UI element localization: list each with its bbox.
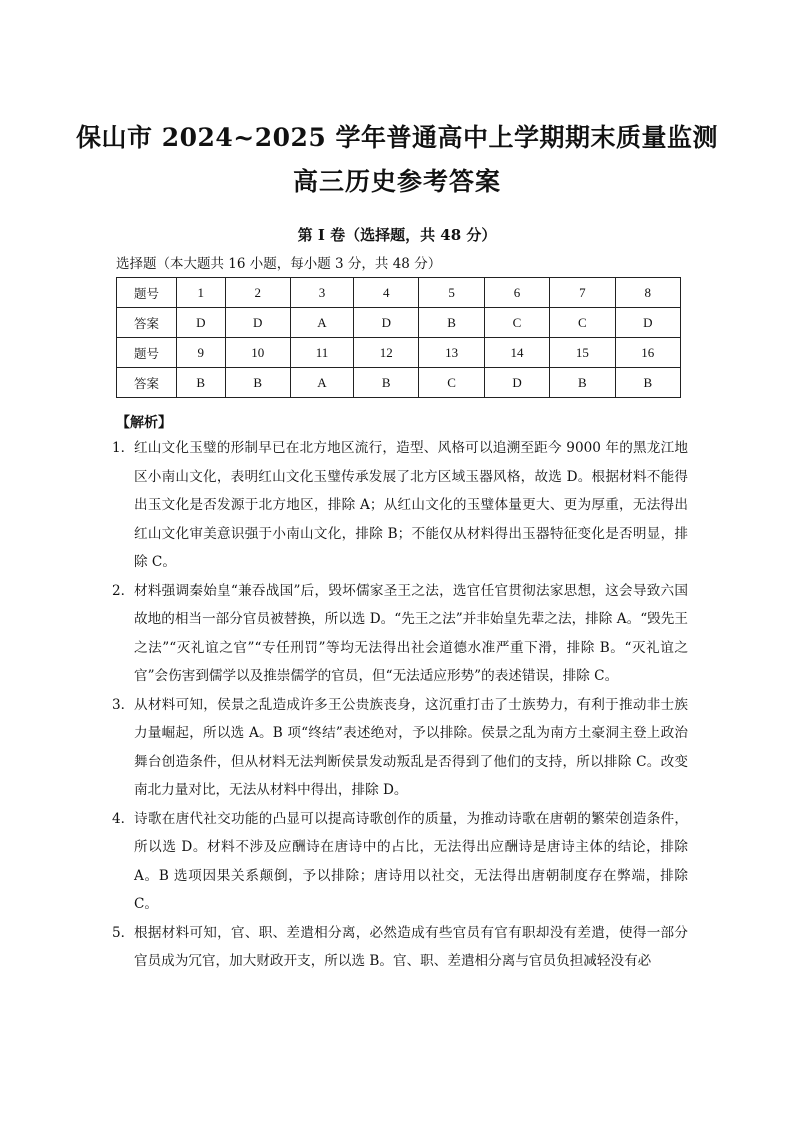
item-text: 根据材料可知，官、职、差遣相分离，必然造成有些官员有官有职却没有差遣，使得一部分官员成为冗官，加大财政开支，所以选 B。官、职、差遣相分离与官员负担减轻没有必 xyxy=(134,924,688,969)
item-number: 1． xyxy=(112,440,135,456)
table-row-question-numbers xyxy=(117,338,681,368)
table-cell: B xyxy=(550,368,615,398)
table-cell: 5 xyxy=(419,278,484,308)
table-cell: 14 xyxy=(484,338,549,368)
item-number: 3． xyxy=(112,696,135,713)
section-description: 选择题（本大题共 16 小题，每小题 3 分，共 48 分） xyxy=(116,256,442,272)
table-cell: D xyxy=(484,368,549,398)
table-cell: 12 xyxy=(354,338,419,368)
table-cell: 1 xyxy=(177,278,226,308)
item-text: 材料强调秦始皇“兼吞战国”后，毁坏儒家圣王之法，选官任官贯彻法家思想，这会导致六国故地的相当一部分官员被替换，所以选 D。“先王之法”并非始皇先辈之法，排除 A。“毁先王之法”“灭礼谊之官”“专任刑罚”等均无法得出社会道德水准严重下滑，排除 B。“灭礼谊之官”会伤害到儒学以及推崇儒学的官员，但“无法适应形势”的表述错误，排除 C。 xyxy=(134,582,688,684)
table-cell: D xyxy=(177,308,226,338)
table-header-cell: 答案 xyxy=(117,368,177,398)
table-cell: 8 xyxy=(615,278,680,308)
item-text: 红山文化玉璧的形制早已在北方地区流行，造型、风格可以追溯至距今 9000 年的黑龙江地区小南山文化，表明红山文化玉璧传承发展了北方区域玉器风格，故选 D。根据材料不能得出玉文化是否发源于北方地区，排除 A；从红山文化的玉璧体量更大、更为厚重，无法得出红山文化审美意识强于小南山文化，排除 B；不能仅从材料得出玉器特征变化是否明显，排除 C。 xyxy=(134,440,688,570)
table-cell: D xyxy=(354,308,419,338)
list-item xyxy=(112,805,688,919)
table-cell: 10 xyxy=(225,338,290,368)
table-header-cell: 题号 xyxy=(117,338,177,368)
analysis-heading: 【解析】 xyxy=(116,415,172,431)
table-cell: 11 xyxy=(290,338,353,368)
table-cell: D xyxy=(615,308,680,338)
table-cell: B xyxy=(419,308,484,338)
table-cell: 3 xyxy=(290,278,353,308)
item-number: 2． xyxy=(112,582,135,599)
item-text: 诗歌在唐代社交功能的凸显可以提高诗歌创作的质量，为推动诗歌在唐朝的繁荣创造条件，所以选 D。材料不涉及应酬诗在唐诗中的占比，无法得出应酬诗是唐诗主体的结论，排除 A。B 选项因果关系颠倒，予以排除；唐诗用以社交，无法得出唐朝制度存在弊端，排除 C。 xyxy=(134,810,688,912)
table-cell: C xyxy=(550,308,615,338)
list-item xyxy=(112,919,688,976)
table-cell: A xyxy=(290,308,353,338)
table-cell: B xyxy=(354,368,419,398)
table-cell: 6 xyxy=(484,278,549,308)
item-number: 4． xyxy=(112,810,135,827)
table-cell: B xyxy=(225,368,290,398)
item-text: 从材料可知，侯景之乱造成许多王公贵族丧身，这沉重打击了士族势力，有利于推动非士族力量崛起，所以选 A。B 项“终结”表述绝对，予以排除。侯景之乱为南方土豪洞主登上政治舞台创造条件，但从材料无法判断侯景发动叛乱是否得到了他们的支持，所以排除 C。改变南北力量对比，无法从材料中得出，排除 D。 xyxy=(134,696,688,798)
item-number: 5． xyxy=(112,924,135,941)
table-cell: 9 xyxy=(177,338,226,368)
table-cell: 2 xyxy=(225,278,290,308)
section-title: 第 I 卷（选择题，共 48 分） xyxy=(297,226,497,244)
list-item xyxy=(112,577,688,691)
document-subtitle: 高三历史参考答案 xyxy=(292,167,501,196)
table-header-cell: 答案 xyxy=(117,308,177,338)
table-cell: B xyxy=(177,368,226,398)
list-item xyxy=(112,691,688,805)
table-cell: 15 xyxy=(550,338,615,368)
analysis-list xyxy=(112,434,688,976)
table-cell: C xyxy=(484,308,549,338)
answer-table xyxy=(116,277,681,398)
table-cell: 16 xyxy=(615,338,680,368)
table-row-answers xyxy=(117,308,681,338)
table-cell: D xyxy=(225,308,290,338)
table-cell: 13 xyxy=(419,338,484,368)
table-cell: B xyxy=(615,368,680,398)
table-header-cell: 题号 xyxy=(117,278,177,308)
list-item xyxy=(112,434,688,577)
table-cell: C xyxy=(419,368,484,398)
table-cell: 7 xyxy=(550,278,615,308)
table-cell: 4 xyxy=(354,278,419,308)
table-cell: A xyxy=(290,368,353,398)
table-row-answers xyxy=(117,368,681,398)
table-row-question-numbers xyxy=(117,278,681,308)
document-title: 保山市 2024~2025 学年普通高中上学期期末质量监测 xyxy=(75,123,719,152)
